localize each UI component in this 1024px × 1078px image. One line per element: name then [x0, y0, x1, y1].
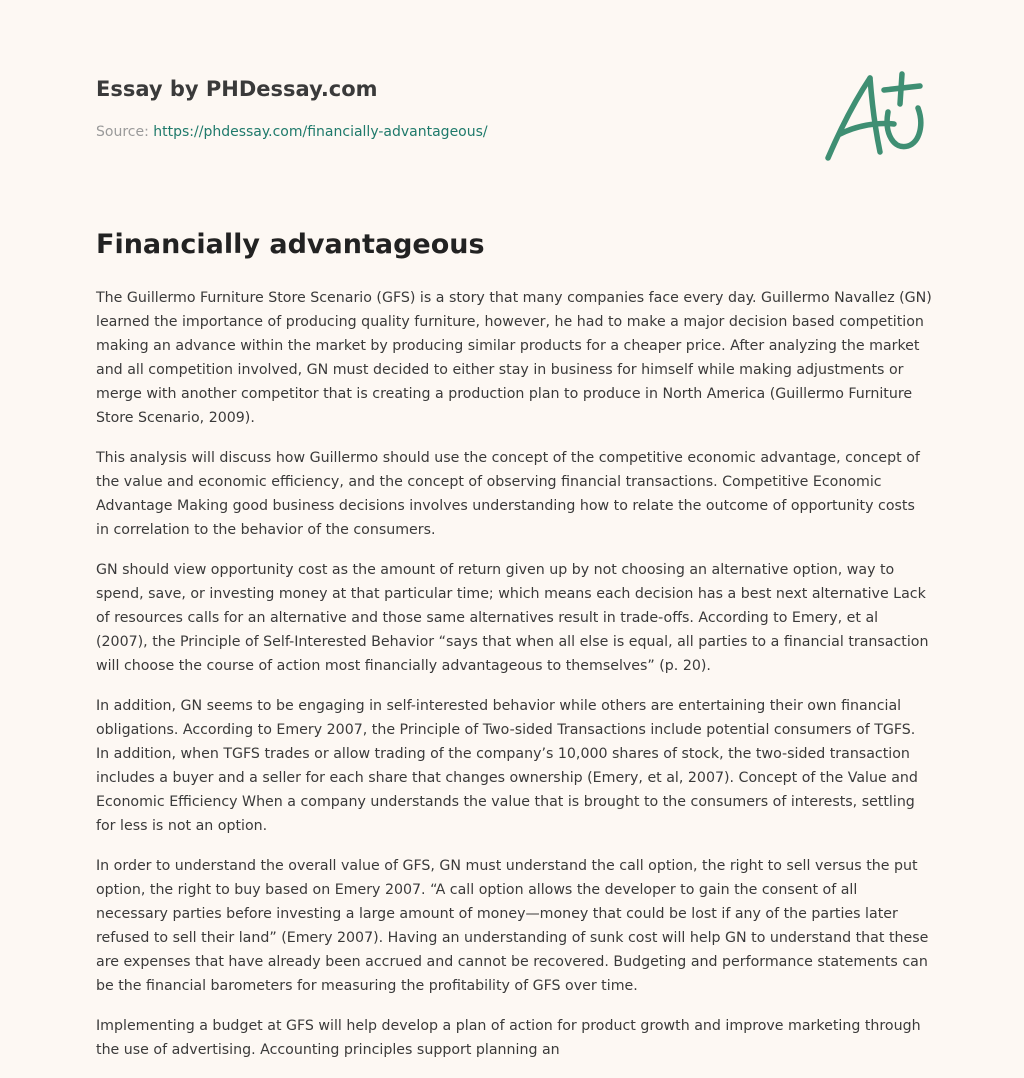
essay-paragraph: This analysis will discuss how Guillermo should use the concept of the competitive economic advantage, concept of the value and economic efficiency, and the concept of observing financial transactions. Competitive Economic Advantage Making good business decisions involves understanding how to relate the outcome of opportunity costs in correlation to the behavior of the consumers.: [96, 450, 920, 538]
source-label: Source:: [96, 124, 149, 140]
a-plus-grade-icon: [818, 64, 934, 168]
source-link[interactable]: https://phdessay.com/financially-advantageous/: [153, 124, 488, 140]
essay-title: Financially advantageous: [96, 229, 485, 260]
source-line: [96, 122, 796, 142]
essay-body: [96, 286, 932, 1078]
essay-header: [96, 74, 796, 142]
essay-paragraph: GN should view opportunity cost as the amount of return given up by not choosing an alternative option, way to spend, save, or investing money at that particular time; which means each decision has a best next alternative Lack of resources calls for an alternative and those same alternatives result in trade-offs. According to Emery, et al (2007), the Principle of Self-Interested Behavior “says that when all else is equal, all parties to a financial transaction will choose the course of action most financially advantageous to themselves” (p. 20).: [96, 562, 929, 674]
essay-paragraph: The Guillermo Furniture Store Scenario (GFS) is a story that many companies face every day. Guillermo Navallez (GN) learned the importance of producing quality furniture, however, he had to make a major decision based competition making an advance within the market by producing similar products for a cheaper price. After analyzing the market and all competition involved, GN must decided to either stay in business for himself while making adjustments or merge with another competitor that is creating a production plan to produce in North America (Guillermo Furniture Store Scenario, 2009).: [96, 290, 932, 426]
site-title: Essay by PHDessay.com: [96, 77, 378, 101]
essay-paragraph: Implementing a budget at GFS will help develop a plan of action for product growth and improve marketing through the use of advertising. Accounting principles support planning an: [96, 1018, 921, 1058]
essay-paragraph: In addition, GN seems to be engaging in self-interested behavior while others are entertaining their own financial obligations. According to Emery 2007, the Principle of Two-sided Transactions include potential consumers of TGFS. In addition, when TGFS trades or allow trading of the company’s 10,000 shares of stock, the two-sided transaction includes a buyer and a seller for each share that changes ownership (Emery, et al, 2007). Concept of the Value and Economic Efficiency When a company understands the value that is brought to the consumers of interests, settling for less is not an option.: [96, 698, 918, 834]
essay-paragraph: In order to understand the overall value of GFS, GN must understand the call option, the right to sell versus the put option, the right to buy based on Emery 2007. “A call option allows the developer to gain the consent of all necessary parties before investing a large amount of money—money that could be lost if any of the parties later refused to sell their land” (Emery 2007). Having an understanding of sunk cost will help GN to understand that these are expenses that have already been accrued and cannot be recovered. Budgeting and performance statements can be the financial barometers for measuring the profitability of GFS over time.: [96, 858, 929, 994]
